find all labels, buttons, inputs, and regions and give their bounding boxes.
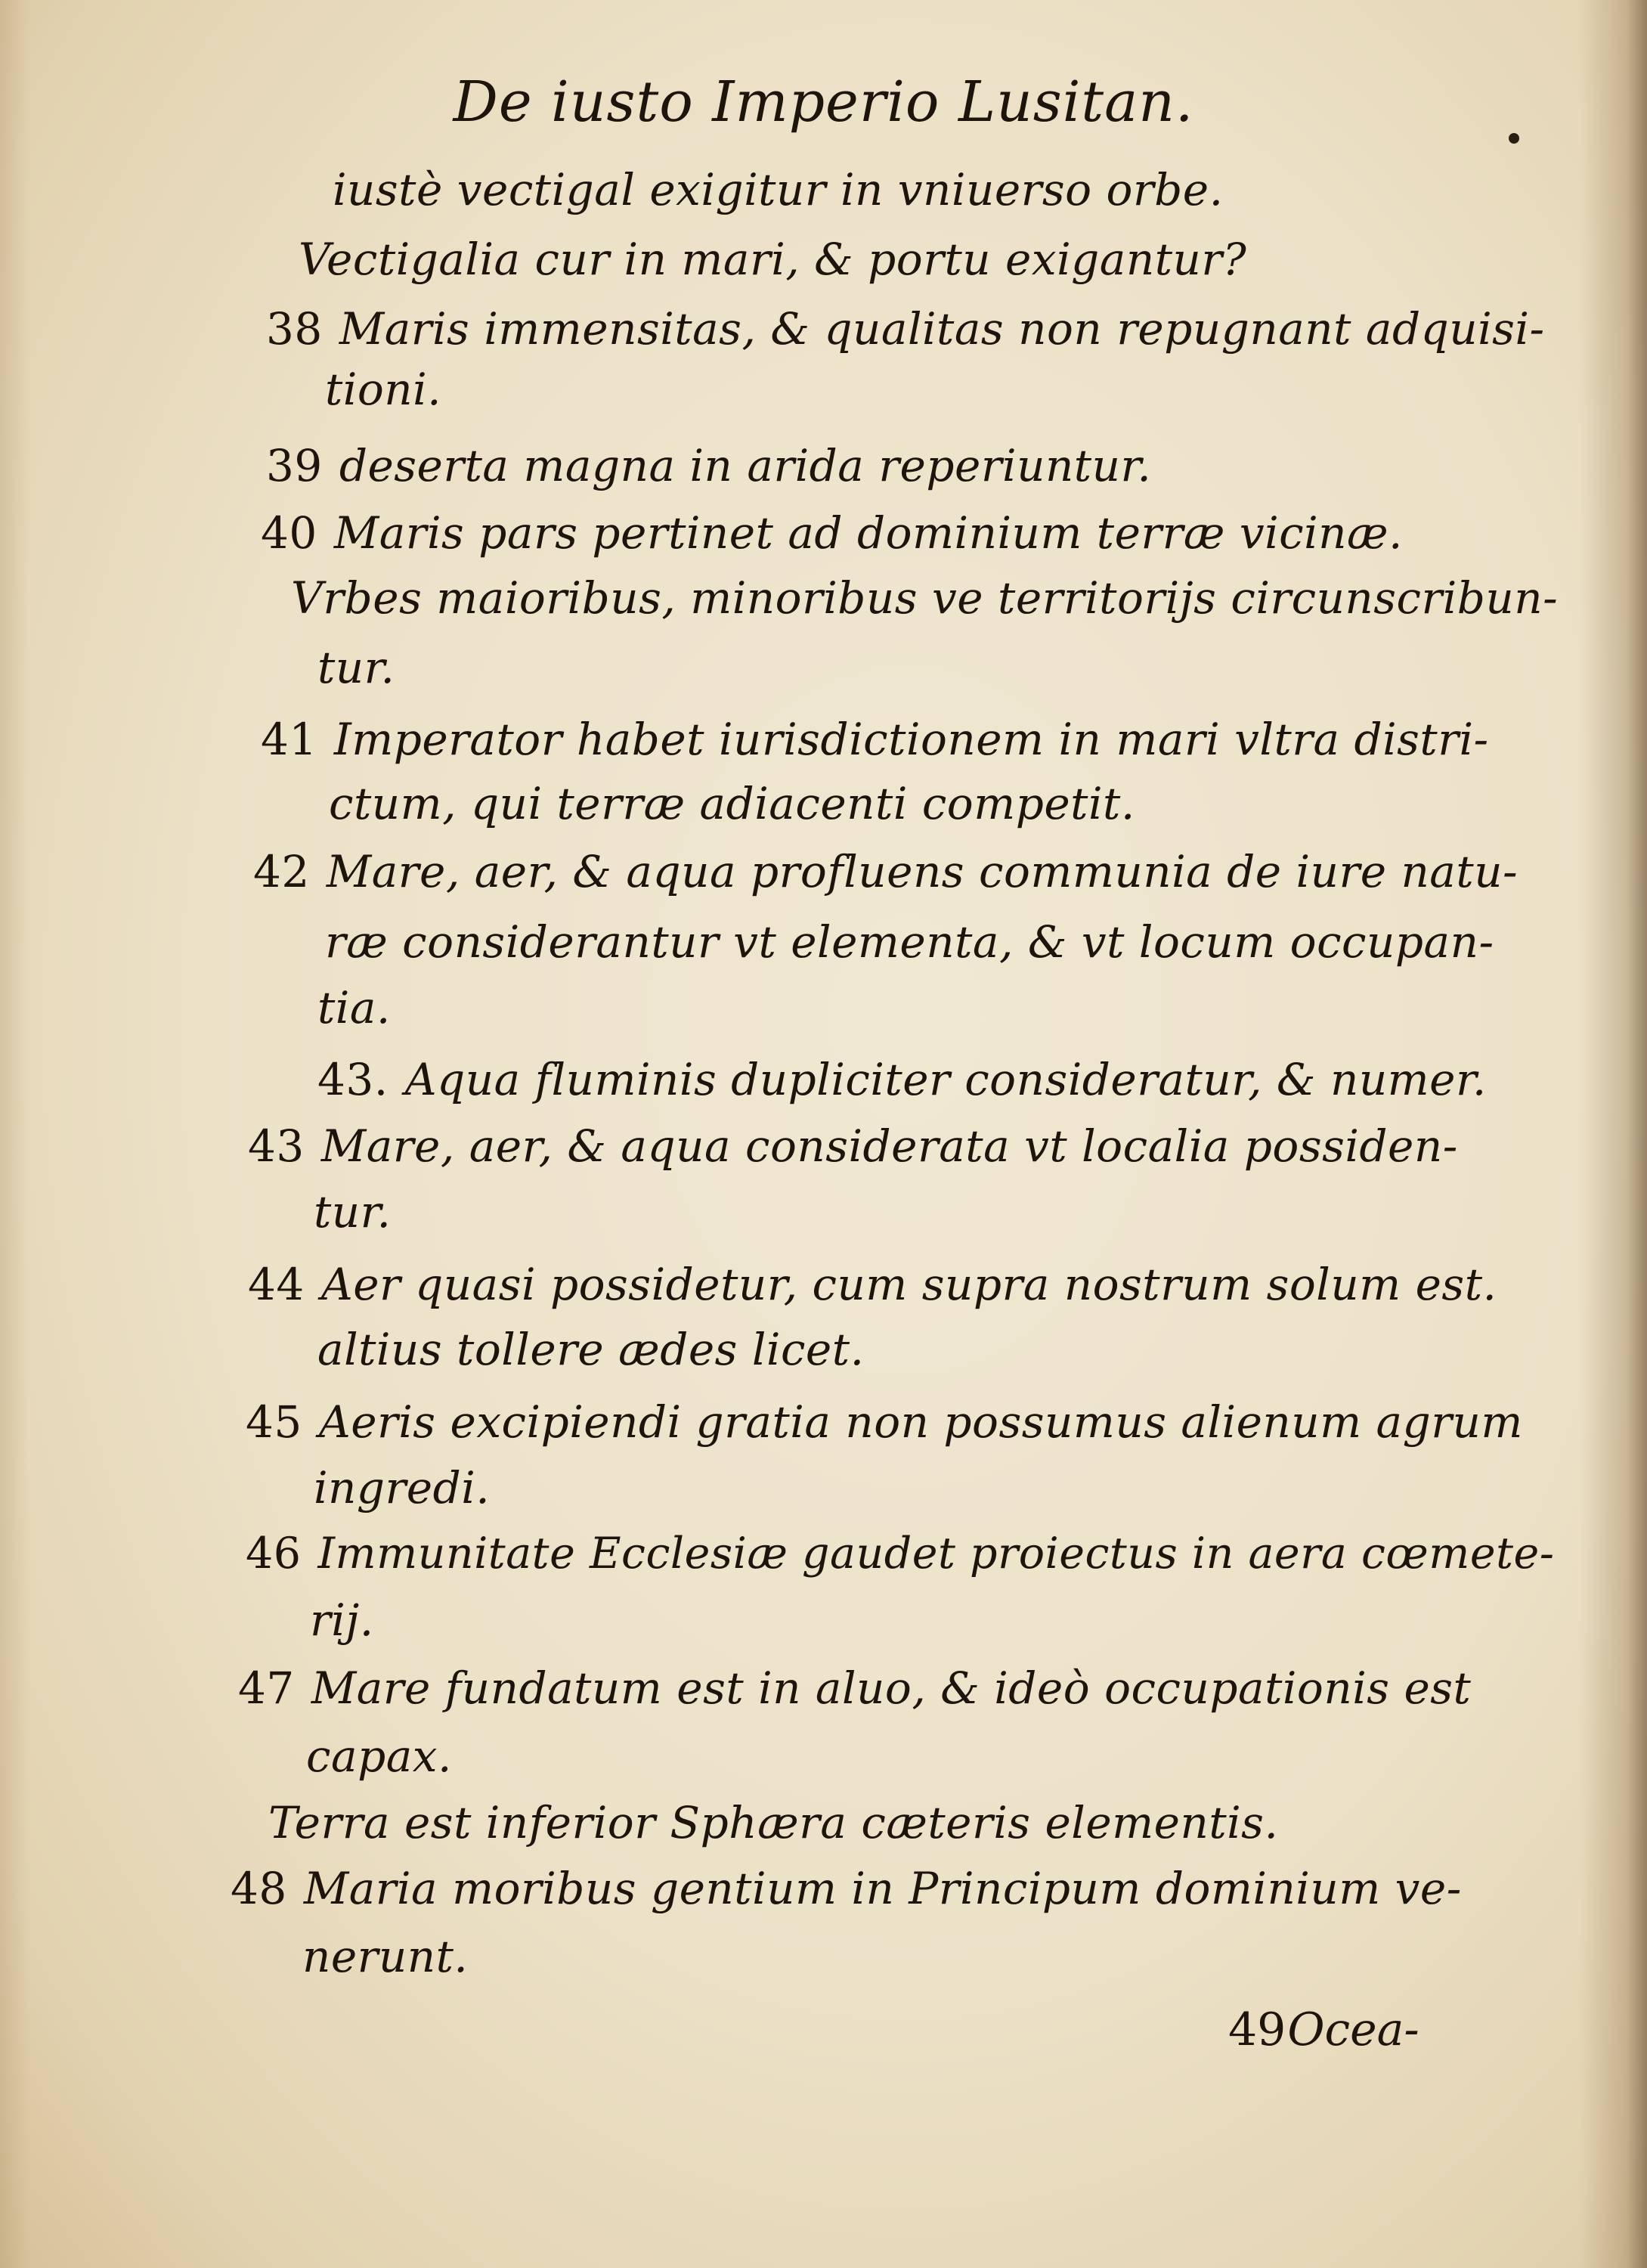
index-text: altius tollere ædes licet. (317, 1324, 865, 1375)
index-line (314, 1187, 391, 1237)
index-line (248, 1259, 1497, 1309)
index-line (261, 714, 1489, 764)
index-line (246, 1529, 1554, 1579)
index-line (261, 508, 1403, 558)
ink-spot (1509, 133, 1519, 144)
index-text: tur. (314, 1186, 392, 1238)
index-text: deserta magna in arida reperiuntur. (339, 440, 1152, 491)
index-number: 45 (246, 1396, 302, 1448)
index-number: 43 (248, 1120, 305, 1172)
index-number: 47 (238, 1662, 295, 1714)
index-text: Vrbes maioribus, minoribus ve territorijs circunscribun- (291, 572, 1559, 624)
index-number: 46 (246, 1529, 302, 1579)
index-number: 39 (266, 440, 323, 491)
index-text: Maris immensitas, & qualitas non repugnant adquisi- (339, 303, 1545, 355)
index-number: 40 (261, 507, 317, 559)
index-line (329, 779, 1135, 829)
index-line (238, 1663, 1471, 1713)
index-line (253, 847, 1518, 897)
index-line (310, 1595, 374, 1645)
index-text: ingredi. (314, 1462, 491, 1514)
index-text: Mare, aer, & aqua considerata vt localia possiden- (320, 1120, 1458, 1172)
index-text: Aqua fluminis dupliciter consideratur, & numer. (404, 1054, 1487, 1105)
index-line (291, 573, 1558, 623)
index-text: Mare fundatum est in aluo, & ideò occupationis est (311, 1662, 1472, 1714)
index-line (314, 1463, 490, 1513)
index-text: Aer quasi possidetur, cum supra nostrum solum est. (320, 1259, 1497, 1310)
index-line (231, 1864, 1462, 1913)
index-text: tia. (317, 982, 391, 1033)
catchword-number: 49 (1228, 2003, 1286, 2056)
index-line (306, 1731, 452, 1781)
index-number: 48 (231, 1863, 287, 1914)
index-number: 38 (266, 303, 323, 355)
index-text: ræ considerantur vt elementa, & vt locum occupan- (325, 916, 1494, 968)
index-text: Maris pars pertinet ad dominium terræ vicinæ. (333, 507, 1403, 559)
index-number: 43. (317, 1054, 389, 1105)
index-line (246, 1397, 1523, 1447)
index-line (317, 983, 391, 1033)
index-line (266, 304, 1545, 354)
index-line (266, 441, 1151, 491)
page-header-title: De iusto Imperio Lusitan. (453, 70, 1194, 135)
index-text: Maria moribus gentium in Principum dominium ve- (303, 1863, 1462, 1914)
index-text: nerunt. (302, 1931, 469, 1982)
index-text: Aeris excipiendi gratia non possumus alienum agrum (318, 1396, 1523, 1448)
index-number: 42 (253, 846, 310, 897)
index-text: capax. (306, 1730, 452, 1782)
index-text: tur. (317, 642, 395, 693)
index-text: Immunitate Ecclesiæ gaudet proiectus in aera cœmete- (317, 1529, 1555, 1579)
index-text: Mare, aer, & aqua profluens communia de iure natu- (326, 846, 1519, 897)
index-number: 41 (261, 714, 317, 765)
index-line (317, 1325, 865, 1374)
index-line (302, 1932, 468, 1981)
index-text: Terra est inferior Sphæra cæteris elementis. (268, 1797, 1279, 1848)
index-text: Imperator habet iurisdictionem in mari vltra distri- (333, 714, 1489, 765)
index-text: tioni. (325, 364, 442, 415)
catchword (1228, 2003, 1419, 2056)
index-text: Vectigalia cur in mari, & portu exigantur? (299, 234, 1247, 285)
index-line (248, 1121, 1458, 1171)
index-line (268, 1798, 1278, 1848)
index-line (299, 234, 1246, 284)
index-text: iustè vectigal exigitur in vniuerso orbe. (333, 164, 1224, 215)
index-line (325, 364, 441, 414)
catchword-text: Ocea- (1287, 2003, 1419, 2056)
index-line (325, 917, 1494, 967)
index-line (317, 643, 395, 692)
index-number: 44 (248, 1259, 305, 1310)
index-text: ctum, qui terræ adiacenti competit. (329, 778, 1135, 829)
index-text: rij. (310, 1594, 374, 1646)
index-line (333, 165, 1224, 215)
index-line (317, 1055, 1487, 1105)
